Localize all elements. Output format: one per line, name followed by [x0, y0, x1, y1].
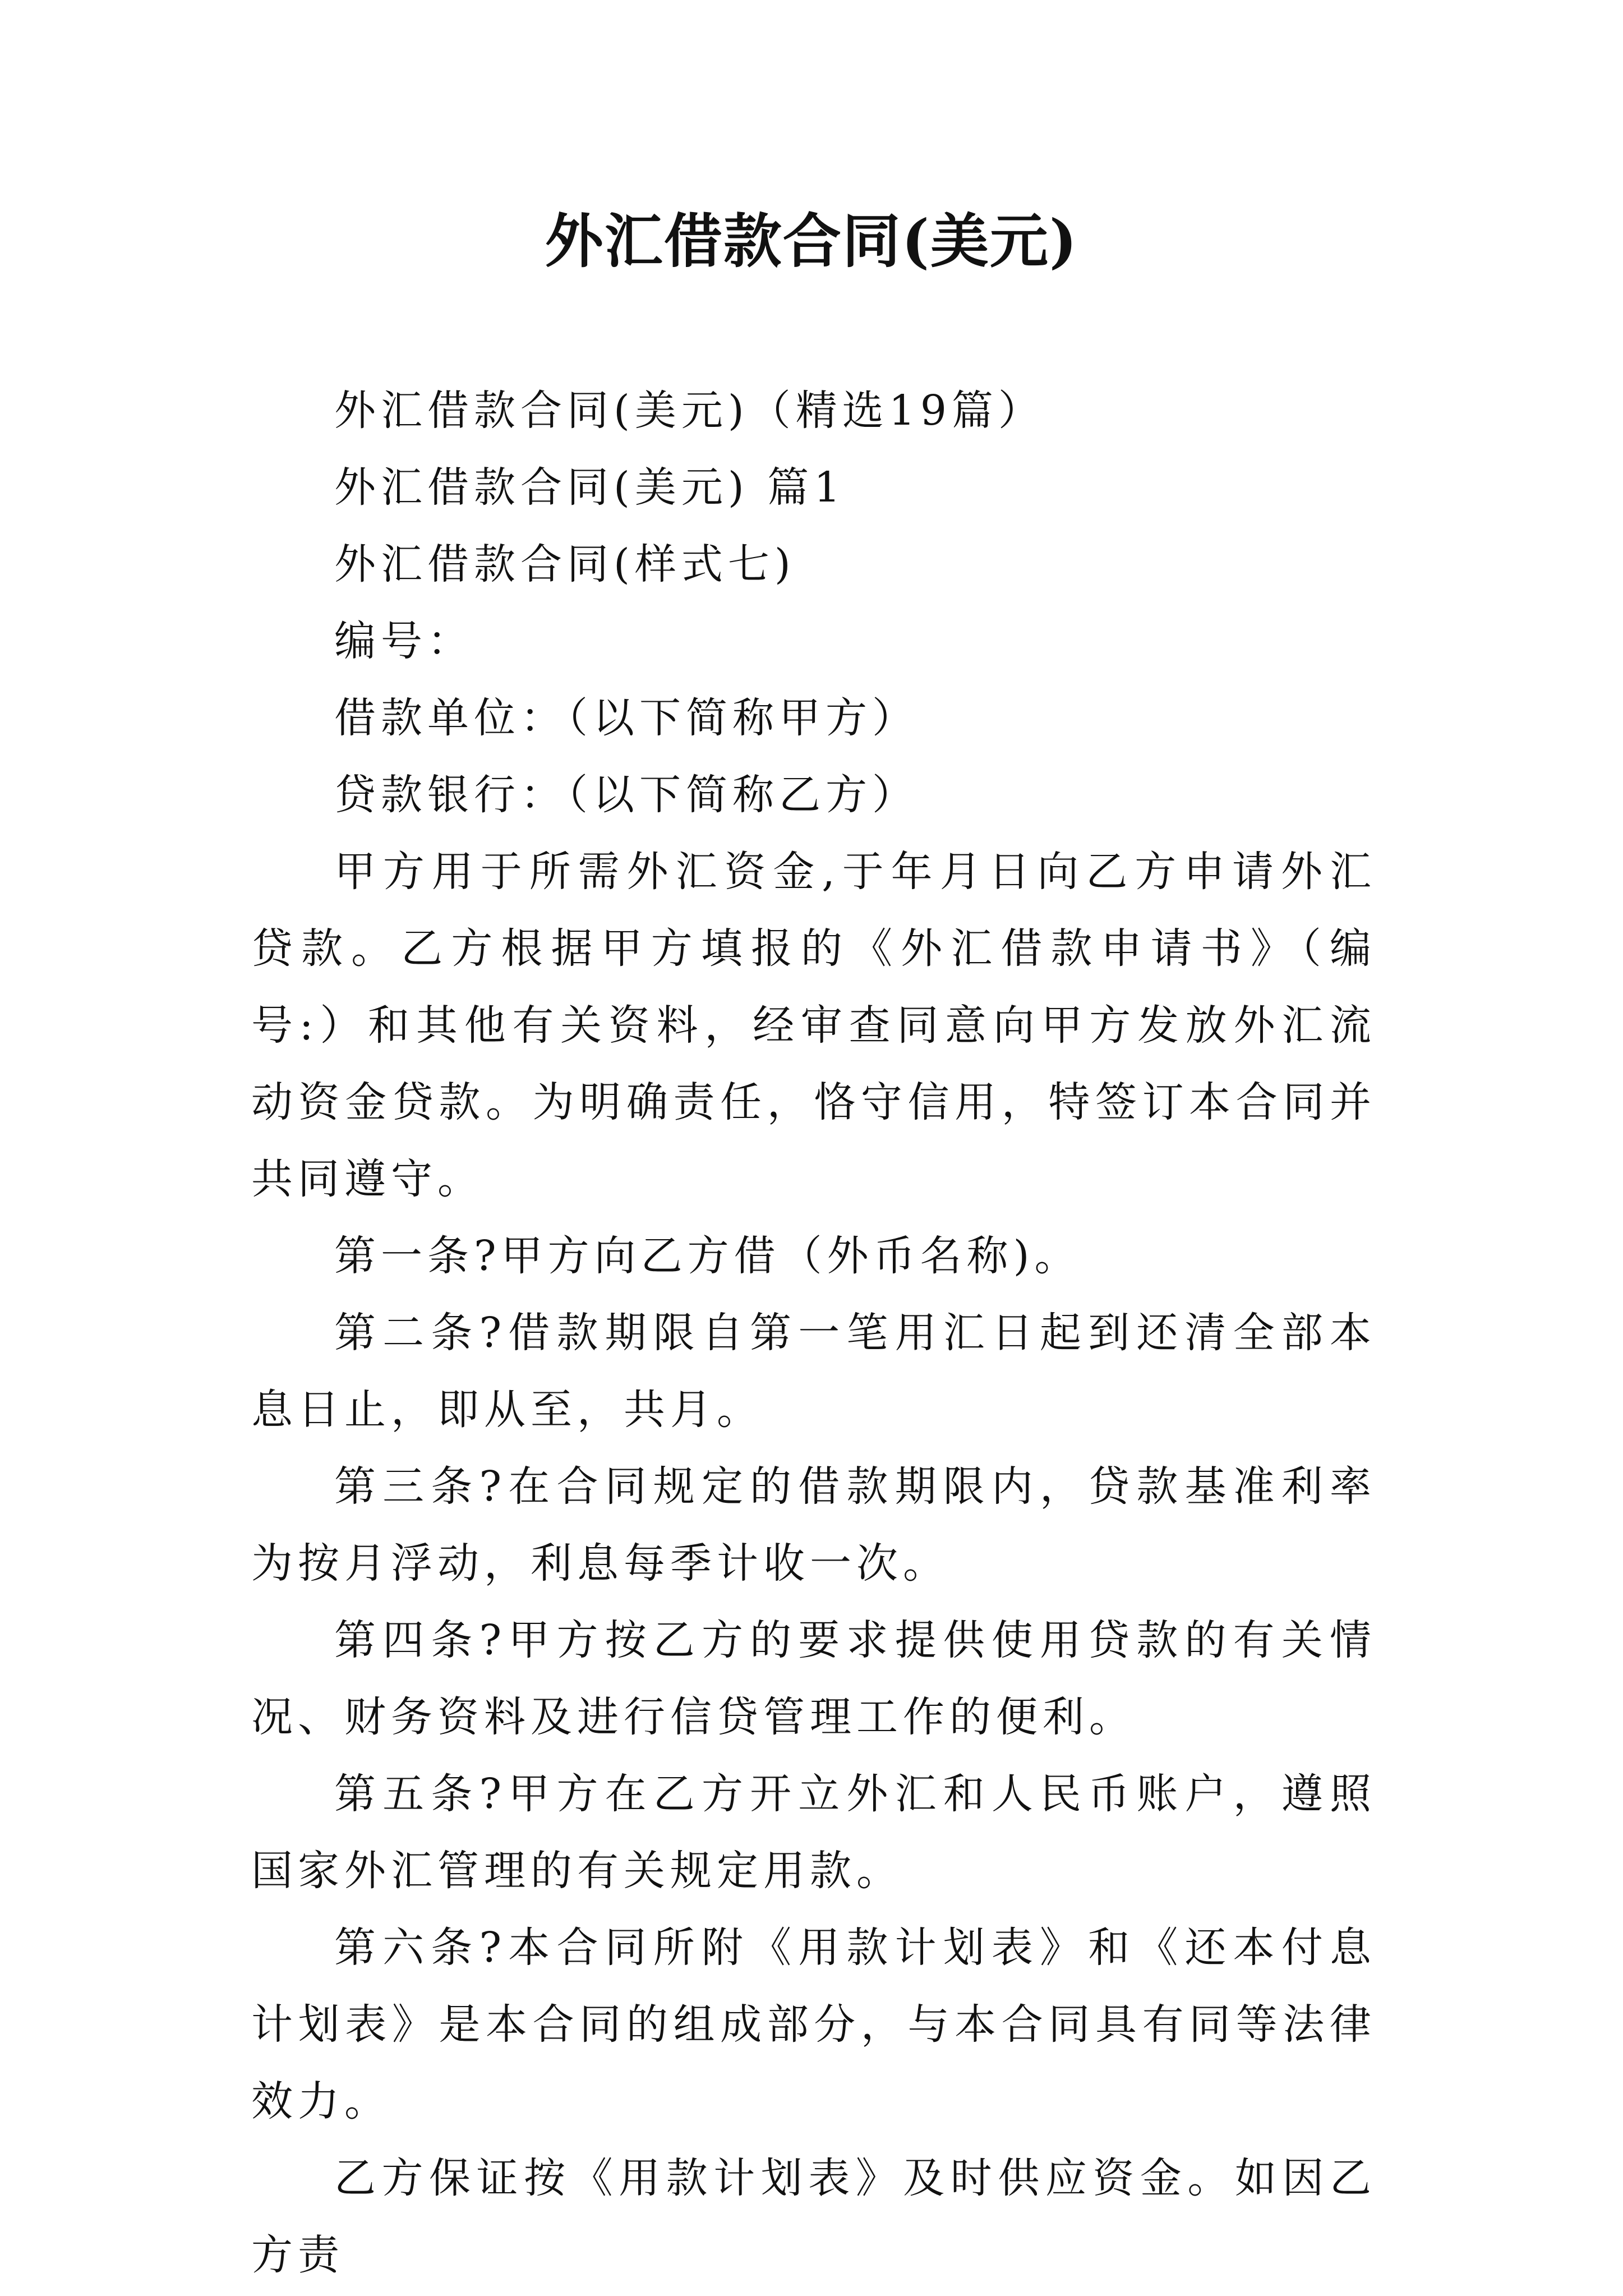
paragraph-funding-guarantee: 乙方保证按《用款计划表》及时供应资金。如因乙方责: [251, 2154, 1376, 2279]
paragraph-article-3: 第三条?在合同规定的借款期限内，贷款基准利率为按月浮动，利息每季计收一次。: [251, 1462, 1376, 1588]
paragraph-template-name: 外汇借款合同(样式七): [334, 540, 796, 588]
paragraph-lender-field: 贷款银行：（以下简称乙方）: [334, 771, 919, 819]
paragraph-number-field: 编号：: [334, 617, 474, 665]
paragraph-article-6: 第六条?本合同所附《用款计划表》和《还本付息计划表》是本合同的组成部分，与本合同具有同等法律效力。: [251, 1924, 1376, 2125]
paragraph-borrower-field: 借款单位：（以下简称甲方）: [334, 694, 919, 742]
paragraph-article-1: 第一条?甲方向乙方借（外币名称)。: [334, 1232, 1081, 1280]
document-title: 外汇借款合同(美元): [545, 206, 1078, 275]
paragraph-article-2: 第二条?借款期限自第一笔用汇日起到还清全部本息日止，即从至，共月。: [251, 1309, 1376, 1434]
paragraph-article-4: 第四条?甲方按乙方的要求提供使用贷款的有关情况、财务资料及进行信贷管理工作的便利。: [251, 1616, 1376, 1741]
paragraph-subtitle: 外汇借款合同(美元)（精选19篇）: [334, 386, 1045, 435]
paragraph-preamble: 甲方用于所需外汇资金,于年月日向乙方申请外汇贷款。乙方根据甲方填报的《外汇借款申请书》（编号:）和其他有关资料，经审查同意向甲方发放外汇流动资金贷款。为明确责任，恪守信用，特签订本合同并共同遵守。: [251, 848, 1376, 1203]
paragraph-chapter-heading: 外汇借款合同(美元) 篇1: [334, 463, 846, 512]
document-body: [251, 372, 1376, 2294]
paragraph-article-5: 第五条?甲方在乙方开立外汇和人民币账户，遵照国家外汇管理的有关规定用款。: [251, 1770, 1376, 1895]
